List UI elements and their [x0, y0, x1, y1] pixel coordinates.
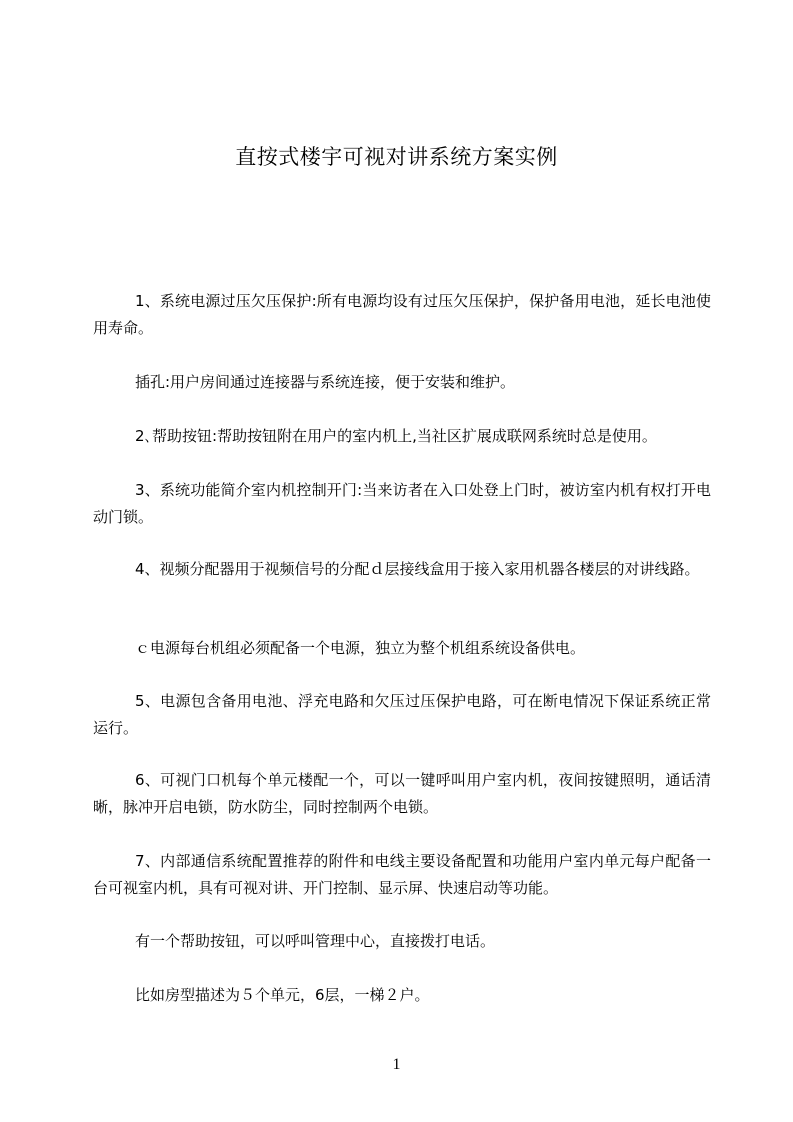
paragraph-10: 有一个帮助按钮，可以呼叫管理中心，直接拨打电话。 — [135, 932, 496, 950]
paragraph-1: 1、系统电源过压欠压保护:所有电源均设有过压欠压保护，保护备用电池，延长电池使用寿命。 — [93, 292, 711, 337]
paragraph-5: 4、视频分配器用于视频信号的分配ｄ层接线盒用于接入家用机器各楼层的对讲线路。 — [135, 560, 700, 578]
paragraph-3: 2､帮助按钮:帮助按钮附在用户的室内机上,当社区扩展成联网系统时总是使用。 — [135, 427, 657, 445]
document-title: 直按式楼宇可视对讲系统方案实例 — [235, 145, 558, 169]
page-number: 1 — [392, 1056, 401, 1073]
paragraph-7: 5、电源包含备用电池、浮充电路和欠压过压保护电路，可在断电情况下保证系统正常运行。 — [93, 692, 711, 737]
paragraph-2: 插孔:用户房间通过连接器与系统连接，便于安装和维护。 — [135, 373, 516, 391]
paragraph-6: ｃ电源每台机组必须配备一个电源，独立为整个机组系统设备供电。 — [135, 639, 586, 657]
paragraph-9: 7、内部通信系统配置推荐的附件和电线主要设备配置和功能用户室内单元每户配备一台可视室内机，具有可视对讲、开门控制、显示屏、快速启动等功能。 — [93, 852, 711, 897]
paragraph-8: 6、可视门口机每个单元楼配一个，可以一键呼叫用户室内机，夜间按键照明，通话清晰，脉冲开启电锁，防水防尘，同时控制两个电锁。 — [93, 771, 711, 816]
paragraph-11: 比如房型描述为５个单元，6层，一梯２户。 — [135, 986, 430, 1004]
paragraph-4: 3、系统功能简介室内机控制开门:当来访者在入口处登上门时，被访室内机有权打开电动门锁。 — [93, 481, 711, 526]
